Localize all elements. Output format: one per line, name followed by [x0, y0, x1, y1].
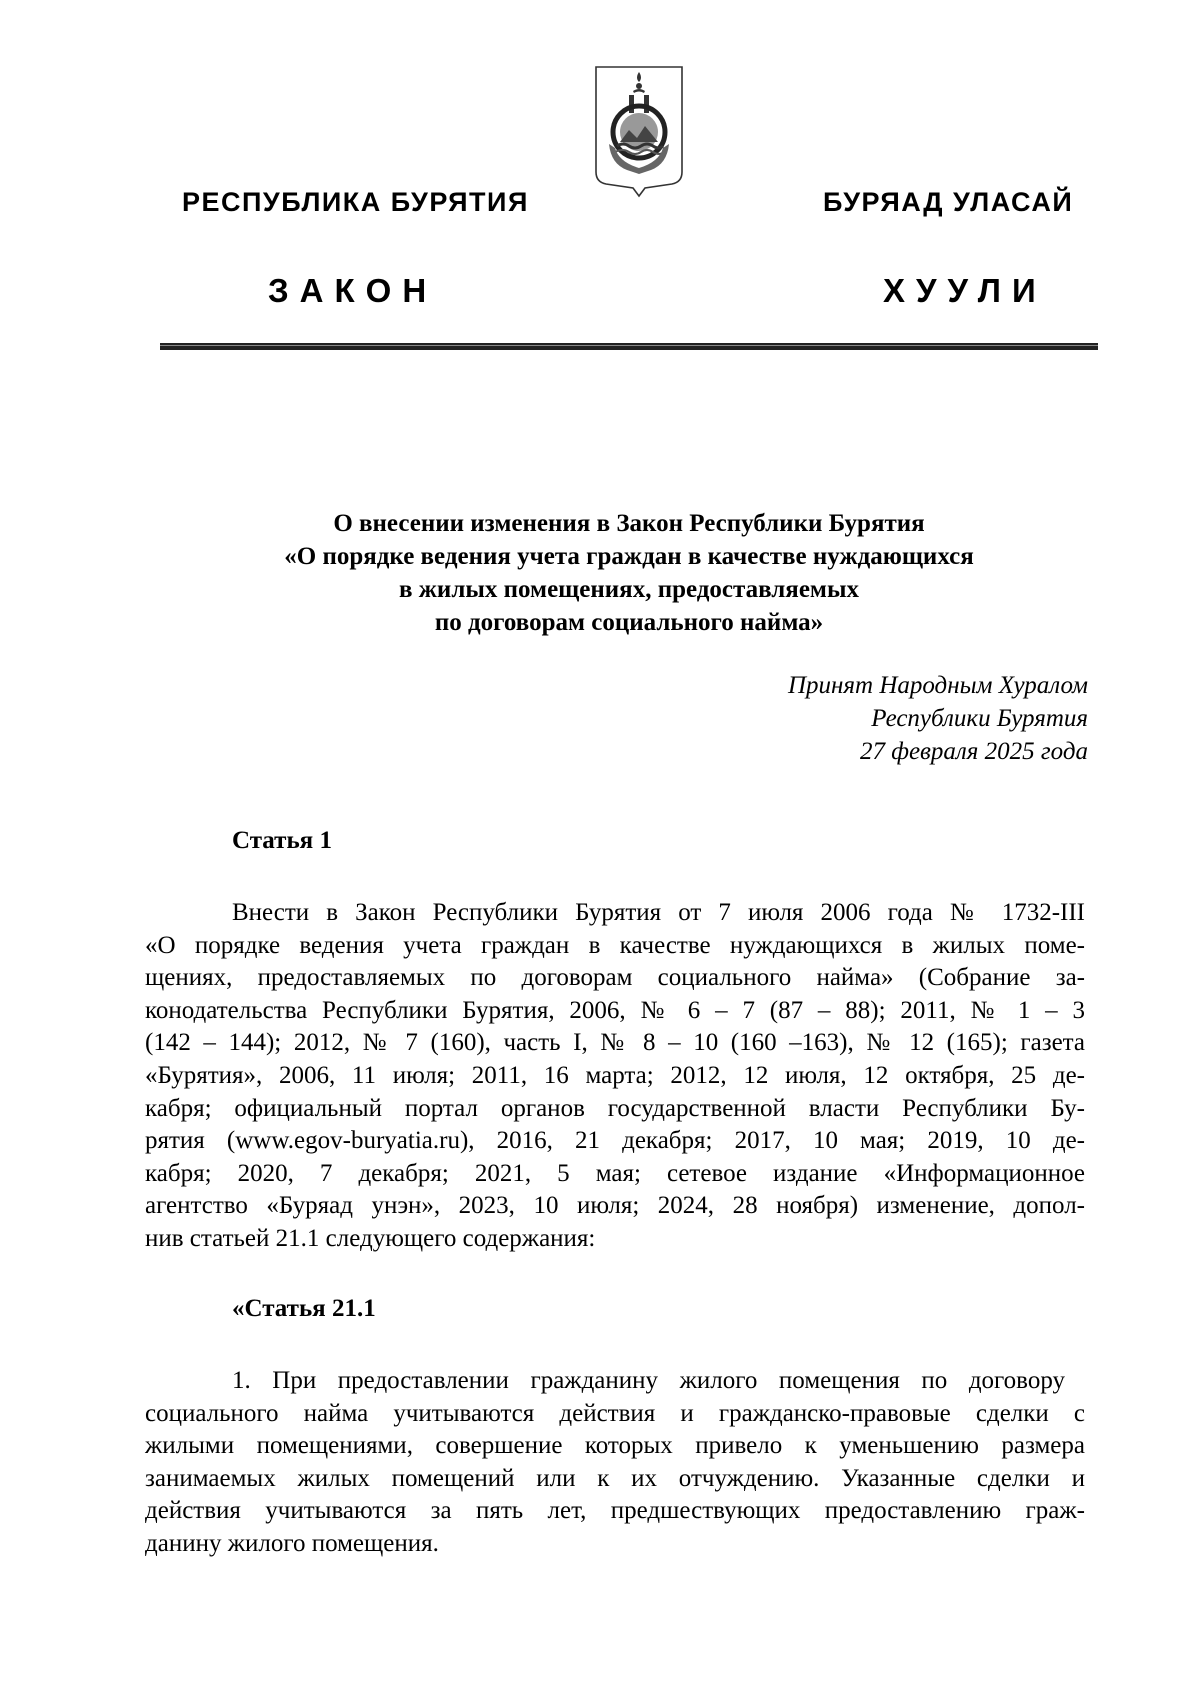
- article-21-1-line: 1. При предоставлении гражданину жилого помещения по договору: [232, 1367, 1065, 1394]
- republic-name-buryat: БУРЯАД УЛАСАЙ: [823, 187, 1074, 217]
- article-1-line: конодательства Республики Бурятия, 2006, № 6 – 7 (87 – 88); 2011, № 1 – 3: [145, 996, 1085, 1024]
- adoption-note: [788, 669, 1088, 768]
- article-1-line: (142 – 144); 2012, № 7 (160), часть I, № 8 – 10 (160 –163), № 12 (165); газета: [145, 1029, 1085, 1057]
- law-label-buryat: ХУУЛИ: [883, 272, 1047, 309]
- republic-name-russian: РЕСПУБЛИКА БУРЯТИЯ: [182, 187, 529, 217]
- law-title: [160, 507, 1098, 639]
- article-1-line: кабря; официальный портал органов государственной власти Республики Бу-: [145, 1094, 1085, 1122]
- law-title-line: «О порядке ведения учета граждан в качестве нуждающихся: [284, 543, 974, 570]
- adoption-note-line: Республики Бурятия: [871, 705, 1088, 732]
- article-1-line: «О порядке ведения учета граждан в качестве нуждающихся в жилых поме-: [145, 931, 1085, 959]
- article-21-1-heading: «Статья 21.1: [232, 1295, 376, 1322]
- article-1-line: агентство «Буряад унэн», 2023, 10 июля; 2024, 28 ноября) изменение, допол-: [145, 1192, 1085, 1220]
- article-21-1-line: действия учитываются за пять лет, предшествующих предоставлению граж-: [145, 1497, 1085, 1525]
- header-divider: [160, 343, 1098, 350]
- article-21-1-line: жилыми помещениями, совершение которых привело к уменьшению размера: [145, 1432, 1085, 1460]
- article-21-1-line: социального найма учитываются действия и гражданско-правовые сделки с: [145, 1399, 1085, 1427]
- article-1-heading: Статья 1: [232, 827, 332, 854]
- article-1-line: рятия (www.egov-buryatia.ru), 2016, 21 декабря; 2017, 10 мая; 2019, 10 де-: [145, 1127, 1085, 1155]
- adoption-note-line: 27 февраля 2025 года: [859, 738, 1088, 765]
- article-21-1-line: занимаемых жилых помещений или к их отчуждению. Указанные сделки и: [145, 1464, 1085, 1492]
- coat-of-arms-emblem: [593, 64, 685, 198]
- adoption-note-line: Принят Народным Хуралом: [787, 672, 1088, 699]
- law-title-line: О внесении изменения в Закон Республики Бурятия: [333, 510, 925, 537]
- article-1-line: кабря; 2020, 7 декабря; 2021, 5 мая; сетевое издание «Информационное: [145, 1159, 1085, 1187]
- law-title-line: в жилых помещениях, предоставляемых: [399, 576, 859, 603]
- article-21-1-line: данину жилого помещения.: [145, 1529, 439, 1557]
- law-label-russian: ЗАКОН: [268, 272, 438, 309]
- article-1-line: нив статьей 21.1 следующего содержания:: [145, 1224, 596, 1252]
- article-21-1-body: [145, 1365, 1085, 1561]
- article-1-line: щениях, предоставляемых по договорам социального найма» (Собрание за-: [145, 964, 1085, 992]
- law-title-line: по договорам социального найма»: [434, 609, 824, 636]
- article-1-line: Внести в Закон Республики Бурятия от 7 июля 2006 года № 1732-III: [232, 899, 1085, 926]
- article-1-line: «Бурятия», 2006, 11 июля; 2011, 16 марта; 2012, 12 июля, 12 октября, 25 де-: [145, 1061, 1085, 1089]
- article-1-body: [145, 897, 1085, 1256]
